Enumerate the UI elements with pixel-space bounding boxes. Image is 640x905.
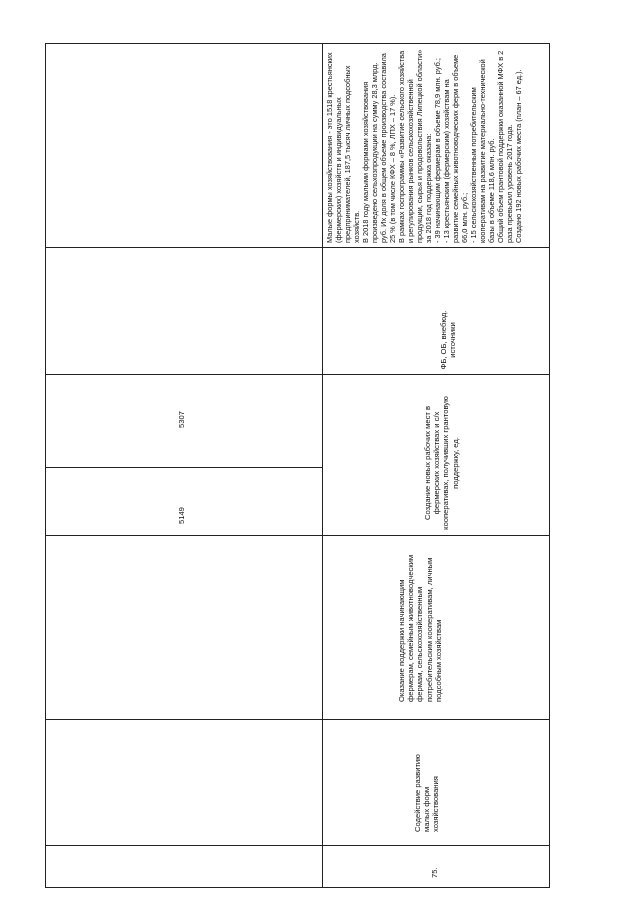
row-result [325, 47, 523, 243]
row-source: ФБ, ОБ, внебюд. источники [439, 310, 458, 370]
column-divider-2 [45, 719, 550, 720]
table-border-top [45, 43, 46, 888]
result-line: Общий объем грантовой поддержки оказанной МФХ в 2 раза превысил уровень 2017 года. [496, 50, 514, 243]
row-indicator: Создание новых рабочих мест в фермерских хозяйствах и с/х кооперативах, получивших грантовую поддержку, ед. [423, 396, 460, 530]
row-number: 75. [430, 867, 439, 878]
table-border-right [45, 43, 550, 44]
column-divider-4 [45, 374, 550, 375]
rotated-table [45, 43, 550, 888]
result-line: В 2018 году малыми формами хозяйствования произведено сельхозпродукции на сумму 28,3 млрд. руб. Их доля в общем объеме производства составила 25 % (в том числе КФХ – 8 %, ЛПХ – 17 %). [361, 53, 397, 243]
table-header-divider [322, 43, 323, 888]
result-line: - 39 начинающим фермерам в объеме 78,9 млн. руб.; [433, 58, 442, 243]
value-2019: 5307 [177, 411, 186, 428]
result-line: - 13 крестьянским (фермерским) хозяйствам на развитие семейных животноводческих ферм в объеме 66,0 млн. руб.; [442, 54, 469, 243]
document-page [45, 43, 550, 888]
result-line: Создано 192 новых рабочих места (план – 67 ед.). [514, 69, 523, 243]
result-line: - 15 сельскохозяйственным потребительским кооперативам на развитие материально-технической базы в объеме 118,6 млн. руб. [469, 59, 496, 243]
value-2018: 5149 [177, 507, 186, 524]
result-line: Малые формы хозяйствования - это 1518 крестьянских (фермерских) хозяйств и индивидуальных предпринимателей, 187,5 тысяч личных подсобных хозяйств. [325, 52, 361, 243]
column-divider-3 [45, 535, 550, 536]
result-line: В рамках госпрограммы «Развитие сельского хозяйства и регулирования рынков сельскохозяйственной продукции, сырья и продовольствия Липецкой области» за 2018 год поддержка оказана: [397, 49, 433, 243]
table-border-bottom [549, 43, 550, 888]
table-border-left [45, 887, 550, 888]
value-divider [45, 467, 322, 468]
column-divider-1 [45, 845, 550, 846]
row-measure: Оказание поддержки начинающим фермерам, семейным животноводческим фермам, сельскохозяйственным потребительским кооперативам, личным подсобным хозяйствам [397, 554, 443, 702]
column-divider-5 [45, 247, 550, 248]
row-name: Содействие развитию малых форм хозяйствования [413, 754, 441, 832]
